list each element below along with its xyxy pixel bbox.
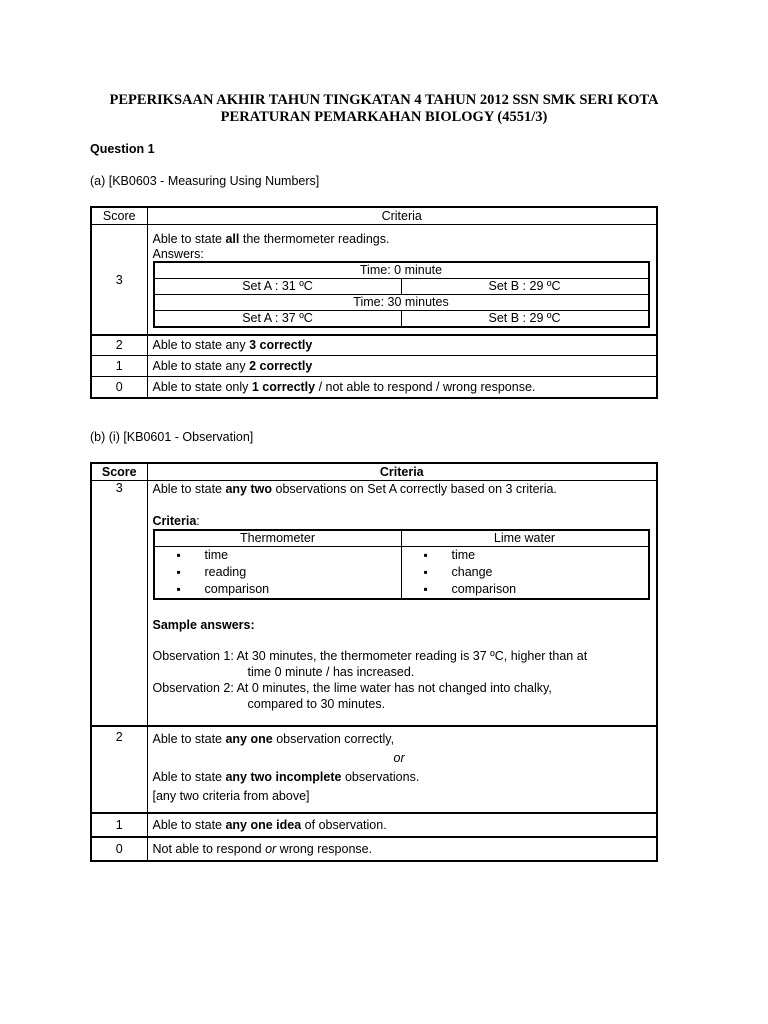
table-header-row — [91, 463, 657, 481]
thermometer-criteria — [154, 547, 402, 600]
observation-1: Observation 1: At 30 minutes, the thermometer reading is 37 ºC, higher than at — [152, 649, 588, 663]
part-b-heading: (b) (i) [KB0601 - Observation] — [90, 430, 254, 444]
time-30-label: Time: 30 minutes — [154, 295, 649, 311]
criteria-label: Criteria: — [152, 514, 200, 528]
criteria-cell — [147, 481, 657, 727]
criteria-note: [any two criteria from above] — [152, 789, 310, 803]
criteria-cell: Able to state only 1 correctly / not able to respond / wrong response. — [147, 377, 657, 399]
criteria-header: Criteria — [147, 463, 657, 481]
criteria-header: Criteria — [147, 207, 657, 225]
criteria-cell — [147, 726, 657, 813]
score-cell: 3 — [91, 481, 147, 727]
part-a-table — [90, 206, 658, 399]
set-b-30: Set B : 29 ºC — [401, 311, 649, 328]
table-row — [91, 356, 657, 377]
observation-2-cont: compared to 30 minutes. — [247, 697, 386, 711]
list-item: ▪ change — [424, 564, 648, 581]
criteria-line: Able to state any two observations on Set A correctly based on 3 criteria. — [152, 482, 557, 496]
table-row — [91, 837, 657, 861]
list-item: ▪ time — [177, 547, 401, 564]
lime-water-header: Lime water — [401, 530, 649, 547]
part-b-table — [90, 462, 658, 862]
table-row — [91, 726, 657, 813]
list-item: ▪ comparison — [177, 581, 401, 598]
criteria-cell: Able to state any 3 correctly — [147, 335, 657, 356]
exam-title: PEPERIKSAAN AKHIR TAHUN TINGKATAN 4 TAHUN 2012 SSN SMK SERI KOTA — [109, 92, 659, 108]
answers-label: Answers: — [152, 247, 204, 261]
score-cell: 3 — [91, 225, 147, 336]
score-cell: 0 — [91, 377, 147, 399]
score-header: Score — [91, 207, 147, 225]
thermometer-header: Thermometer — [154, 530, 402, 547]
question-title: Question 1 — [90, 142, 155, 156]
lime-water-criteria — [401, 547, 649, 600]
observation-1-cont: time 0 minute / has increased. — [247, 665, 415, 679]
criteria-cell: Able to state any one idea of observation. — [147, 813, 657, 837]
table-header-row — [91, 207, 657, 225]
score-cell: 0 — [91, 837, 147, 861]
table-row — [91, 225, 657, 336]
observation-2: Observation 2: At 0 minutes, the lime water has not changed into chalky, — [152, 681, 552, 695]
list-item: ▪ time — [424, 547, 648, 564]
readings-table — [153, 261, 650, 328]
criteria-line: Able to state all the thermometer readings. — [152, 232, 390, 246]
set-b-0: Set B : 29 ºC — [401, 279, 649, 295]
criteria-line: Able to state any two incomplete observations. — [152, 770, 420, 784]
score-header: Score — [91, 463, 147, 481]
criteria-cell: Able to state any 2 correctly — [147, 356, 657, 377]
set-a-0: Set A : 31 ºC — [154, 279, 402, 295]
score-cell: 2 — [91, 335, 147, 356]
score-cell: 2 — [91, 726, 147, 813]
list-item: ▪ reading — [177, 564, 401, 581]
table-row — [91, 481, 657, 727]
table-row — [91, 335, 657, 356]
score-cell: 1 — [91, 356, 147, 377]
or-label: or — [393, 751, 405, 765]
criteria-cell — [147, 225, 657, 336]
table-row — [91, 813, 657, 837]
set-a-30: Set A : 37 ºC — [154, 311, 402, 328]
score-cell: 1 — [91, 813, 147, 837]
sample-answers-label: Sample answers: — [152, 618, 255, 632]
criteria-line: Able to state any one observation correctly, — [152, 732, 395, 746]
time-0-label: Time: 0 minute — [154, 262, 649, 279]
exam-subtitle: PERATURAN PEMARKAHAN BIOLOGY (4551/3) — [220, 109, 548, 125]
criteria-table — [153, 529, 650, 600]
criteria-cell: Not able to respond or wrong response. — [147, 837, 657, 861]
part-a-heading: (a) [KB0603 - Measuring Using Numbers] — [90, 174, 320, 188]
list-item: ▪ comparison — [424, 581, 648, 598]
table-row — [91, 377, 657, 399]
